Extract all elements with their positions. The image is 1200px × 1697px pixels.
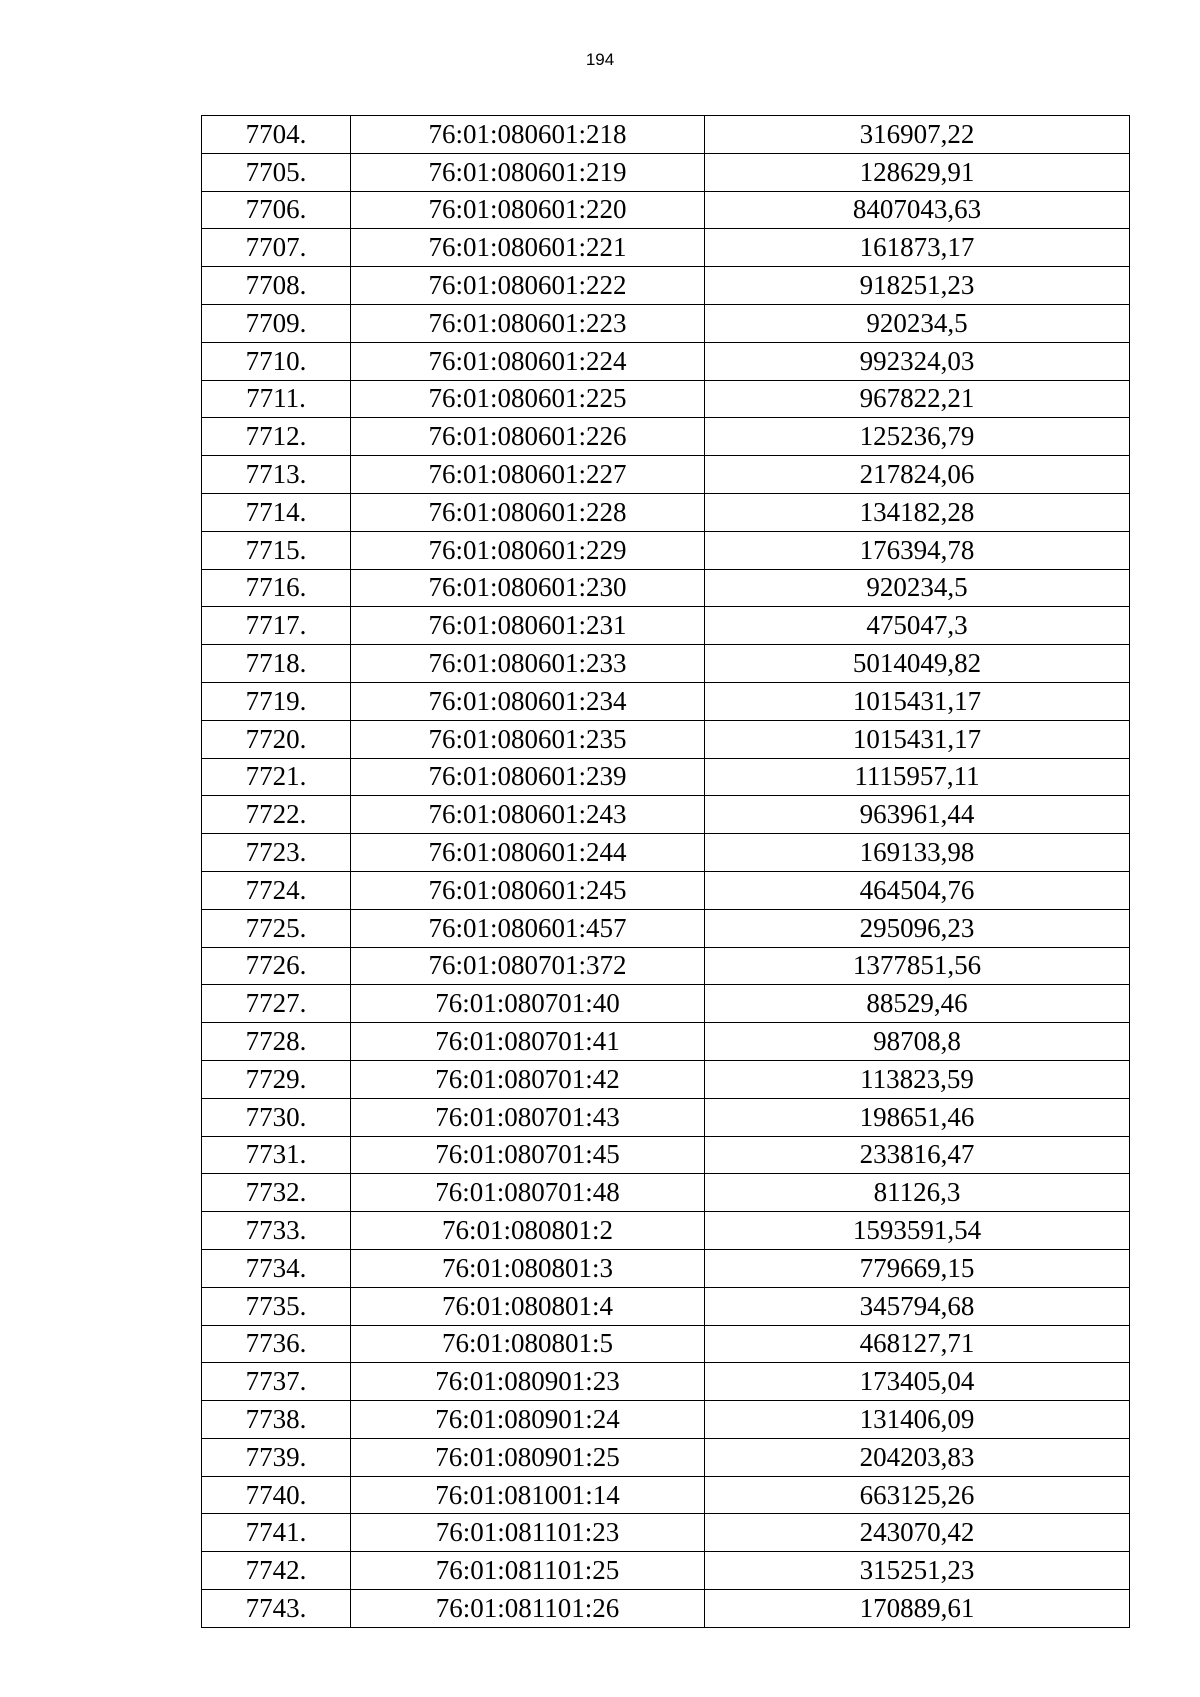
cadastral-number-cell: 76:01:080901:23: [351, 1363, 705, 1401]
table-row: [202, 1363, 1130, 1401]
table-row: [202, 682, 1130, 720]
cadastral-number-cell: 76:01:080601:231: [351, 607, 705, 645]
row-number-cell: 7723.: [202, 834, 351, 872]
value-cell: 217824,06: [705, 456, 1130, 494]
cadastral-number-cell: 76:01:080701:372: [351, 947, 705, 985]
row-number-cell: 7719.: [202, 682, 351, 720]
value-cell: 176394,78: [705, 531, 1130, 569]
row-number-cell: 7737.: [202, 1363, 351, 1401]
cadastral-value-table: [201, 115, 1130, 1628]
table-row: [202, 909, 1130, 947]
table-row: [202, 796, 1130, 834]
value-cell: 992324,03: [705, 342, 1130, 380]
table-row: [202, 569, 1130, 607]
value-cell: 963961,44: [705, 796, 1130, 834]
row-number-cell: 7727.: [202, 985, 351, 1023]
cadastral-number-cell: 76:01:080701:48: [351, 1174, 705, 1212]
row-number-cell: 7738.: [202, 1401, 351, 1439]
table-row: [202, 1098, 1130, 1136]
cadastral-number-cell: 76:01:080801:4: [351, 1287, 705, 1325]
table-row: [202, 1552, 1130, 1590]
row-number-cell: 7724.: [202, 871, 351, 909]
value-cell: 204203,83: [705, 1438, 1130, 1476]
cadastral-number-cell: 76:01:080601:230: [351, 569, 705, 607]
value-cell: 315251,23: [705, 1552, 1130, 1590]
cadastral-number-cell: 76:01:080601:229: [351, 531, 705, 569]
value-cell: 464504,76: [705, 871, 1130, 909]
cadastral-number-cell: 76:01:080601:239: [351, 758, 705, 796]
row-number-cell: 7736.: [202, 1325, 351, 1363]
row-number-cell: 7708.: [202, 267, 351, 305]
row-number-cell: 7731.: [202, 1136, 351, 1174]
value-cell: 967822,21: [705, 380, 1130, 418]
row-number-cell: 7716.: [202, 569, 351, 607]
cadastral-number-cell: 76:01:080701:45: [351, 1136, 705, 1174]
table-row: [202, 531, 1130, 569]
value-cell: 81126,3: [705, 1174, 1130, 1212]
cadastral-number-cell: 76:01:080801:2: [351, 1212, 705, 1250]
cadastral-number-cell: 76:01:080601:222: [351, 267, 705, 305]
table-row: [202, 758, 1130, 796]
cadastral-number-cell: 76:01:081101:25: [351, 1552, 705, 1590]
row-number-cell: 7726.: [202, 947, 351, 985]
value-cell: 134182,28: [705, 493, 1130, 531]
cadastral-number-cell: 76:01:080701:42: [351, 1060, 705, 1098]
value-cell: 170889,61: [705, 1590, 1130, 1628]
cadastral-number-cell: 76:01:080601:245: [351, 871, 705, 909]
table-row: [202, 1136, 1130, 1174]
value-cell: 233816,47: [705, 1136, 1130, 1174]
row-number-cell: 7715.: [202, 531, 351, 569]
table-row: [202, 191, 1130, 229]
value-cell: 1015431,17: [705, 720, 1130, 758]
table-row: [202, 1287, 1130, 1325]
cadastral-number-cell: 76:01:081001:14: [351, 1476, 705, 1514]
row-number-cell: 7729.: [202, 1060, 351, 1098]
value-cell: 113823,59: [705, 1060, 1130, 1098]
row-number-cell: 7713.: [202, 456, 351, 494]
row-number-cell: 7711.: [202, 380, 351, 418]
row-number-cell: 7733.: [202, 1212, 351, 1250]
value-cell: 345794,68: [705, 1287, 1130, 1325]
row-number-cell: 7741.: [202, 1514, 351, 1552]
value-cell: 173405,04: [705, 1363, 1130, 1401]
value-cell: 128629,91: [705, 153, 1130, 191]
row-number-cell: 7707.: [202, 229, 351, 267]
value-cell: 161873,17: [705, 229, 1130, 267]
table-row: [202, 1401, 1130, 1439]
value-cell: 475047,3: [705, 607, 1130, 645]
value-cell: 8407043,63: [705, 191, 1130, 229]
page-number: 194: [585, 50, 615, 69]
cadastral-number-cell: 76:01:080601:219: [351, 153, 705, 191]
cadastral-number-cell: 76:01:080601:244: [351, 834, 705, 872]
value-cell: 5014049,82: [705, 645, 1130, 683]
value-cell: 779669,15: [705, 1249, 1130, 1287]
cadastral-number-cell: 76:01:080601:221: [351, 229, 705, 267]
cadastral-number-cell: 76:01:080601:243: [351, 796, 705, 834]
cadastral-number-cell: 76:01:080901:24: [351, 1401, 705, 1439]
value-cell: 169133,98: [705, 834, 1130, 872]
cadastral-number-cell: 76:01:080601:457: [351, 909, 705, 947]
row-number-cell: 7709.: [202, 304, 351, 342]
row-number-cell: 7721.: [202, 758, 351, 796]
table-row: [202, 645, 1130, 683]
cadastral-number-cell: 76:01:080901:25: [351, 1438, 705, 1476]
value-cell: 468127,71: [705, 1325, 1130, 1363]
table-row: [202, 1212, 1130, 1250]
row-number-cell: 7725.: [202, 909, 351, 947]
table-row: [202, 418, 1130, 456]
cadastral-number-cell: 76:01:080601:235: [351, 720, 705, 758]
row-number-cell: 7712.: [202, 418, 351, 456]
cadastral-number-cell: 76:01:080601:224: [351, 342, 705, 380]
row-number-cell: 7710.: [202, 342, 351, 380]
row-number-cell: 7705.: [202, 153, 351, 191]
table-row: [202, 607, 1130, 645]
table-row: [202, 985, 1130, 1023]
row-number-cell: 7735.: [202, 1287, 351, 1325]
table-row: [202, 456, 1130, 494]
value-cell: 198651,46: [705, 1098, 1130, 1136]
cadastral-number-cell: 76:01:080701:43: [351, 1098, 705, 1136]
cadastral-number-cell: 76:01:080701:40: [351, 985, 705, 1023]
cadastral-number-cell: 76:01:080601:233: [351, 645, 705, 683]
table-row: [202, 1023, 1130, 1061]
cadastral-number-cell: 76:01:080601:234: [351, 682, 705, 720]
table-row: [202, 1476, 1130, 1514]
value-cell: 295096,23: [705, 909, 1130, 947]
row-number-cell: 7732.: [202, 1174, 351, 1212]
cadastral-number-cell: 76:01:080601:226: [351, 418, 705, 456]
row-number-cell: 7728.: [202, 1023, 351, 1061]
value-cell: 920234,5: [705, 569, 1130, 607]
value-cell: 316907,22: [705, 116, 1130, 154]
row-number-cell: 7739.: [202, 1438, 351, 1476]
table-row: [202, 1325, 1130, 1363]
table-row: [202, 1438, 1130, 1476]
table-row: [202, 720, 1130, 758]
table-row: [202, 1174, 1130, 1212]
table-row: [202, 342, 1130, 380]
row-number-cell: 7706.: [202, 191, 351, 229]
row-number-cell: 7718.: [202, 645, 351, 683]
table-row: [202, 1249, 1130, 1287]
value-cell: 88529,46: [705, 985, 1130, 1023]
table-row: [202, 1514, 1130, 1552]
row-number-cell: 7742.: [202, 1552, 351, 1590]
value-cell: 98708,8: [705, 1023, 1130, 1061]
row-number-cell: 7730.: [202, 1098, 351, 1136]
table-body: [202, 116, 1130, 1628]
table-row: [202, 229, 1130, 267]
table-row: [202, 304, 1130, 342]
cadastral-number-cell: 76:01:080601:223: [351, 304, 705, 342]
value-cell: 125236,79: [705, 418, 1130, 456]
table-row: [202, 153, 1130, 191]
value-cell: 131406,09: [705, 1401, 1130, 1439]
table-row: [202, 116, 1130, 154]
cadastral-number-cell: 76:01:080601:220: [351, 191, 705, 229]
value-cell: 1015431,17: [705, 682, 1130, 720]
value-cell: 1593591,54: [705, 1212, 1130, 1250]
value-cell: 1115957,11: [705, 758, 1130, 796]
table-row: [202, 267, 1130, 305]
cadastral-number-cell: 76:01:080601:227: [351, 456, 705, 494]
table-row: [202, 380, 1130, 418]
value-cell: 920234,5: [705, 304, 1130, 342]
row-number-cell: 7714.: [202, 493, 351, 531]
row-number-cell: 7722.: [202, 796, 351, 834]
table-row: [202, 871, 1130, 909]
cadastral-number-cell: 76:01:080801:5: [351, 1325, 705, 1363]
row-number-cell: 7717.: [202, 607, 351, 645]
row-number-cell: 7704.: [202, 116, 351, 154]
table-row: [202, 834, 1130, 872]
row-number-cell: 7720.: [202, 720, 351, 758]
value-cell: 663125,26: [705, 1476, 1130, 1514]
cadastral-number-cell: 76:01:080601:228: [351, 493, 705, 531]
cadastral-number-cell: 76:01:080601:225: [351, 380, 705, 418]
cadastral-number-cell: 76:01:081101:23: [351, 1514, 705, 1552]
row-number-cell: 7740.: [202, 1476, 351, 1514]
value-cell: 243070,42: [705, 1514, 1130, 1552]
table-row: [202, 947, 1130, 985]
value-cell: 1377851,56: [705, 947, 1130, 985]
table-row: [202, 1590, 1130, 1628]
table-row: [202, 1060, 1130, 1098]
cadastral-number-cell: 76:01:080701:41: [351, 1023, 705, 1061]
cadastral-number-cell: 76:01:080601:218: [351, 116, 705, 154]
table-row: [202, 493, 1130, 531]
value-cell: 918251,23: [705, 267, 1130, 305]
cadastral-number-cell: 76:01:081101:26: [351, 1590, 705, 1628]
row-number-cell: 7743.: [202, 1590, 351, 1628]
row-number-cell: 7734.: [202, 1249, 351, 1287]
cadastral-number-cell: 76:01:080801:3: [351, 1249, 705, 1287]
